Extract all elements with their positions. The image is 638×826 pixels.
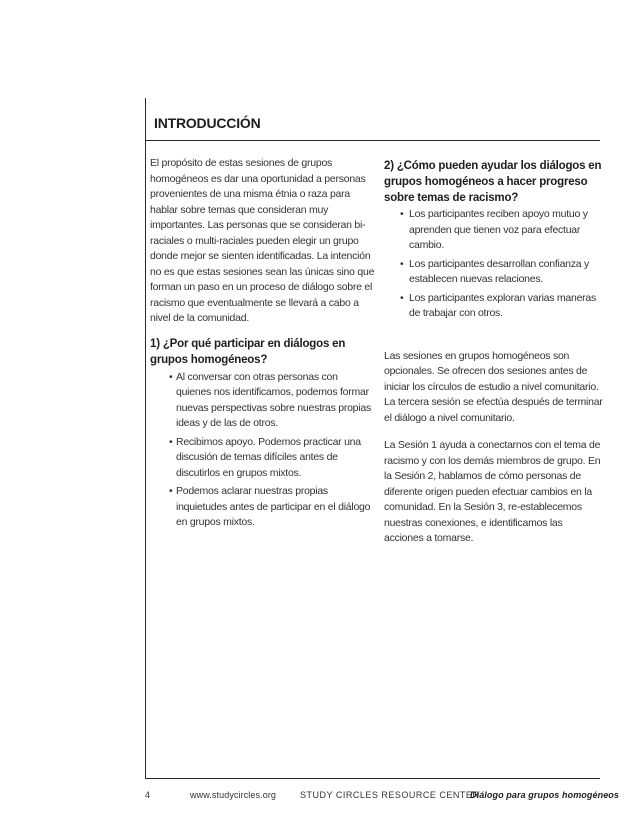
bullet-icon: •: [169, 435, 173, 448]
left-column: [150, 156, 375, 534]
list-item: • Al conversar con otras personas con quienes nos identificamos, podemos formar nuevas perspectivas sobre nuestras propias ideas y de las de otros.: [169, 370, 371, 429]
right-column: [384, 158, 604, 547]
page-title: INTRODUCCIÓN: [154, 115, 261, 131]
bullet-icon: •: [400, 208, 404, 220]
footer-organization: STUDY CIRCLES RESOURCE CENTER: [300, 790, 480, 800]
intro-paragraph: El propósito de estas sesiones de grupos homogéneos es dar una oportunidad a personas provenientes de una misma étnia o raza para hablar sobre temas que consideran muy importantes. Las personas que se consideran bi-raciales o multi-raciales pueden elegir un grupo donde mejor se sienten identificadas. La intención no es que estas sesiones sean las únicas sino que forman un paso en un proceso de diálogo sobre el racismo que eventualmente se llevará a cabo a nivel de la comunidad.: [150, 157, 375, 324]
section-2-bullet-list: [384, 207, 604, 322]
footer-url: www.studycircles.org: [190, 790, 277, 800]
list-item: • Podemos aclarar nuestras propias inquietudes antes de participar en el diálogo en grupos mixtos.: [169, 485, 371, 528]
bullet-icon: •: [169, 485, 173, 497]
list-item: • Recibimos apoyo. Podemos practicar una discusión de temas difíciles antes de discutirlos en grupos mixtos.: [169, 435, 361, 479]
session-details-paragraph: La Sesión 1 ayuda a conectarnos con el tema de racismo y con los demás miembros de grupo. En la Sesión 2, hablamos de cómo personas de diferente origen pueden efectuar cambios en la comunidad. En la Sesión 3, re-establecemos nuestras conexiones, e identificamos las acciones a tomarse.: [384, 439, 601, 544]
title-underline-rule: [145, 140, 600, 141]
bullet-icon: •: [400, 291, 404, 304]
section-1-bullet-list: [150, 370, 375, 531]
footer-guide-title: Diálogo para grupos homogéneos: [470, 790, 620, 800]
list-item: • Los participantes desarrollan confianza y establecen nuevas relaciones.: [400, 257, 590, 285]
section-2-heading: 2) ¿Cómo pueden ayudar los diálogos en grupos homogéneos a hacer progreso sobre temas de racismo?: [384, 160, 602, 204]
left-vertical-rule: [145, 98, 146, 778]
bullet-icon: •: [400, 257, 404, 270]
bullet-icon: •: [169, 370, 173, 383]
section-1-heading: 1) ¿Por qué participar en diálogos en grupos homogéneos?: [150, 337, 346, 366]
list-item: • Los participantes reciben apoyo mutuo y aprenden que tienen voz para efectuar cambio.: [400, 208, 588, 251]
sessions-paragraph: Las sesiones en grupos homogéneos son opcionales. Se ofrecen dos sesiones antes de iniciar los círculos de estudio a nivel comunitario. La tercera sesión se efectúa después de terminar el diálogo a nivel comunitario.: [384, 349, 603, 424]
footer-rule: [145, 778, 600, 779]
list-item: • Los participantes exploran varias maneras de trabajar con otros.: [400, 291, 597, 319]
page-number: 4: [145, 790, 151, 800]
